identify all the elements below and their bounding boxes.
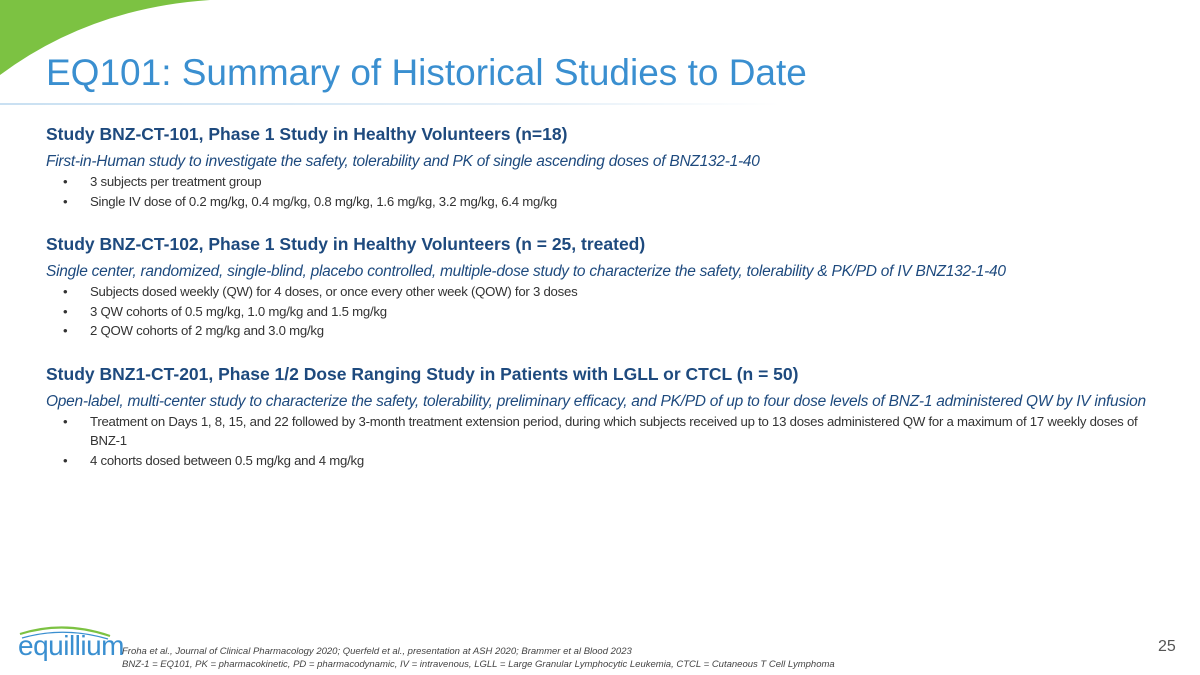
footer-notes (122, 646, 835, 671)
title-divider (0, 103, 780, 105)
study-heading: Study BNZ-CT-102, Phase 1 Study in Healthy Volunteers (n = 25, treated) (46, 234, 646, 254)
bullet-item (46, 451, 1196, 471)
bullet-text: Subjects dosed weekly (QW) for 4 doses, or once every other week (QOW) for 3 doses (90, 284, 578, 299)
bullet-dot-icon: • (63, 284, 68, 299)
bullet-item (46, 282, 1196, 302)
slide-title: EQ101: Summary of Historical Studies to Date (46, 52, 807, 93)
footer-references: Froha et al., Journal of Clinical Pharmacology 2020; Querfeld et al., presentation at ASH 2020; Brammer et al Blood 2023 (122, 646, 632, 657)
bullet-text: 2 QOW cohorts of 2 mg/kg and 3.0 mg/kg (90, 323, 324, 338)
studies-list (46, 122, 1196, 491)
bullet-item (46, 172, 1196, 192)
logo-wordmark: equillium (18, 630, 124, 661)
page-number: 25 (1158, 638, 1176, 655)
study-heading: Study BNZ-CT-101, Phase 1 Study in Healthy Volunteers (n=18) (46, 124, 568, 144)
bullet-dot-icon: • (63, 174, 68, 189)
study-bullet-list (46, 282, 1196, 341)
bullet-item (46, 412, 1196, 451)
bullet-item (46, 302, 1196, 322)
bullet-item (46, 192, 1196, 212)
bullet-text: 3 subjects per treatment group (90, 174, 262, 189)
study-bullet-list (46, 412, 1196, 471)
study-section-bnz-ct-102 (46, 232, 1196, 341)
bullet-text: Treatment on Days 1, 8, 15, and 22 followed by 3-month treatment extension period, during which subjects received up to 13 doses administered QW for a maximum of 17 weekly doses of BNZ-1 (90, 413, 1138, 448)
study-description: Open-label, multi-center study to characterize the safety, tolerability, preliminary efficacy, and PK/PD of up to four dose levels of BNZ-1 administered QW by IV infusion (46, 392, 1146, 410)
study-description: Single center, randomized, single-blind, placebo controlled, multiple-dose study to characterize the safety, tolerability & PK/PD of IV BNZ132-1-40 (46, 263, 1006, 280)
bullet-dot-icon: • (63, 413, 68, 429)
bullet-text: 4 cohorts dosed between 0.5 mg/kg and 4 mg/kg (90, 452, 364, 468)
equillium-logo (18, 624, 124, 664)
bullet-dot-icon: • (63, 303, 68, 319)
bullet-text: Single IV dose of 0.2 mg/kg, 0.4 mg/kg, 0.8 mg/kg, 1.6 mg/kg, 3.2 mg/kg, 6.4 mg/kg (90, 193, 557, 209)
study-bullet-list (46, 172, 1196, 211)
bullet-item (46, 321, 1196, 341)
bullet-dot-icon: • (63, 452, 68, 468)
study-section-bnz-ct-101 (46, 122, 1196, 211)
study-description: First-in-Human study to investigate the safety, tolerability and PK of single ascending doses of BNZ132-1-40 (46, 153, 760, 170)
study-section-bnz1-ct-201 (46, 362, 1196, 471)
bullet-dot-icon: • (63, 323, 68, 338)
bullet-text: 3 QW cohorts of 0.5 mg/kg, 1.0 mg/kg and 1.5 mg/kg (90, 303, 387, 319)
bullet-dot-icon: • (63, 193, 68, 209)
study-heading: Study BNZ1-CT-201, Phase 1/2 Dose Ranging Study in Patients with LGLL or CTCL (n = 50) (46, 363, 799, 384)
footer-abbreviations: BNZ-1 = EQ101, PK = pharmacokinetic, PD = pharmacodynamic, IV = intravenous, LGLL = Large Granular Lymphocytic Leukemia, CTCL = Cutaneous T Cell Lymphoma (122, 658, 835, 670)
